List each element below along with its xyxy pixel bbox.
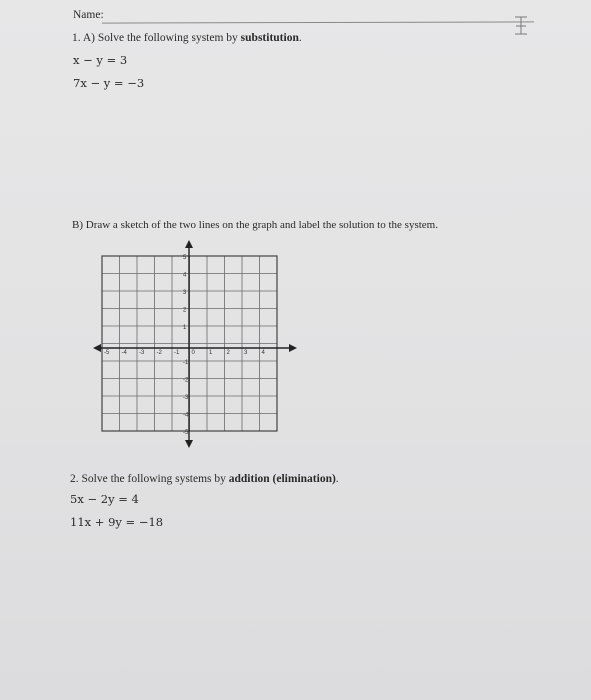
name-label: Name: [73,9,104,21]
coordinate-grid [85,236,305,456]
question-2 [70,473,339,485]
x-tick-labels [104,350,266,356]
question-1a-period: . [298,32,302,44]
y-axis-down-arrow-icon [185,440,193,448]
y-tick-label: 1 [183,325,187,331]
x-tick-label: -5 [104,350,110,356]
x-tick-label: 0 [191,350,195,356]
y-tick-label: 4 [183,272,187,279]
y-tick-label: -5 [183,430,189,436]
y-tick-label: 5 [183,255,187,261]
y-tick-label: -2 [183,377,189,384]
y-tick-label: -4 [183,412,189,419]
y-tick-label: 3 [183,290,187,296]
x-tick-label: -4 [121,350,127,356]
y-axis-up-arrow-icon [185,240,193,248]
q1-equation-2: 7x − y = −3 [73,76,145,90]
question-2-text: 2. Solve the following systems by [70,473,229,485]
x-tick-label: 1 [209,350,213,356]
text-cursor-icon [510,15,532,37]
y-tick-label: -3 [183,395,189,401]
x-tick-label: 2 [226,350,230,356]
name-field-line[interactable] [102,21,534,23]
x-tick-label: 3 [244,350,248,356]
x-tick-label: 4 [261,350,265,356]
q2-equation-1: 5x − 2y = 4 [70,492,139,506]
y-tick-label: 2 [183,307,187,314]
y-tick-label: -1 [183,360,189,366]
q2-equation-2: 11x + 9y = −18 [70,515,164,529]
question-2-method: addition (elimination) [228,473,336,485]
y-tick-labels [183,255,189,436]
question-1b: B) Draw a sketch of the two lines on the graph and label the solution to the system. [72,219,438,231]
question-1a-method: substitution [240,32,299,44]
q1-equation-1: x − y = 3 [73,53,128,67]
x-tick-label: -3 [139,350,145,356]
x-axis-right-arrow-icon [289,344,297,352]
x-tick-label: -2 [156,350,162,356]
x-tick-label: -1 [174,350,180,356]
question-1a-text: 1. A) Solve the following system by [72,32,241,44]
x-axis-left-arrow-icon [93,344,101,352]
question-2-period: . [335,473,339,485]
question-1a [72,32,302,44]
